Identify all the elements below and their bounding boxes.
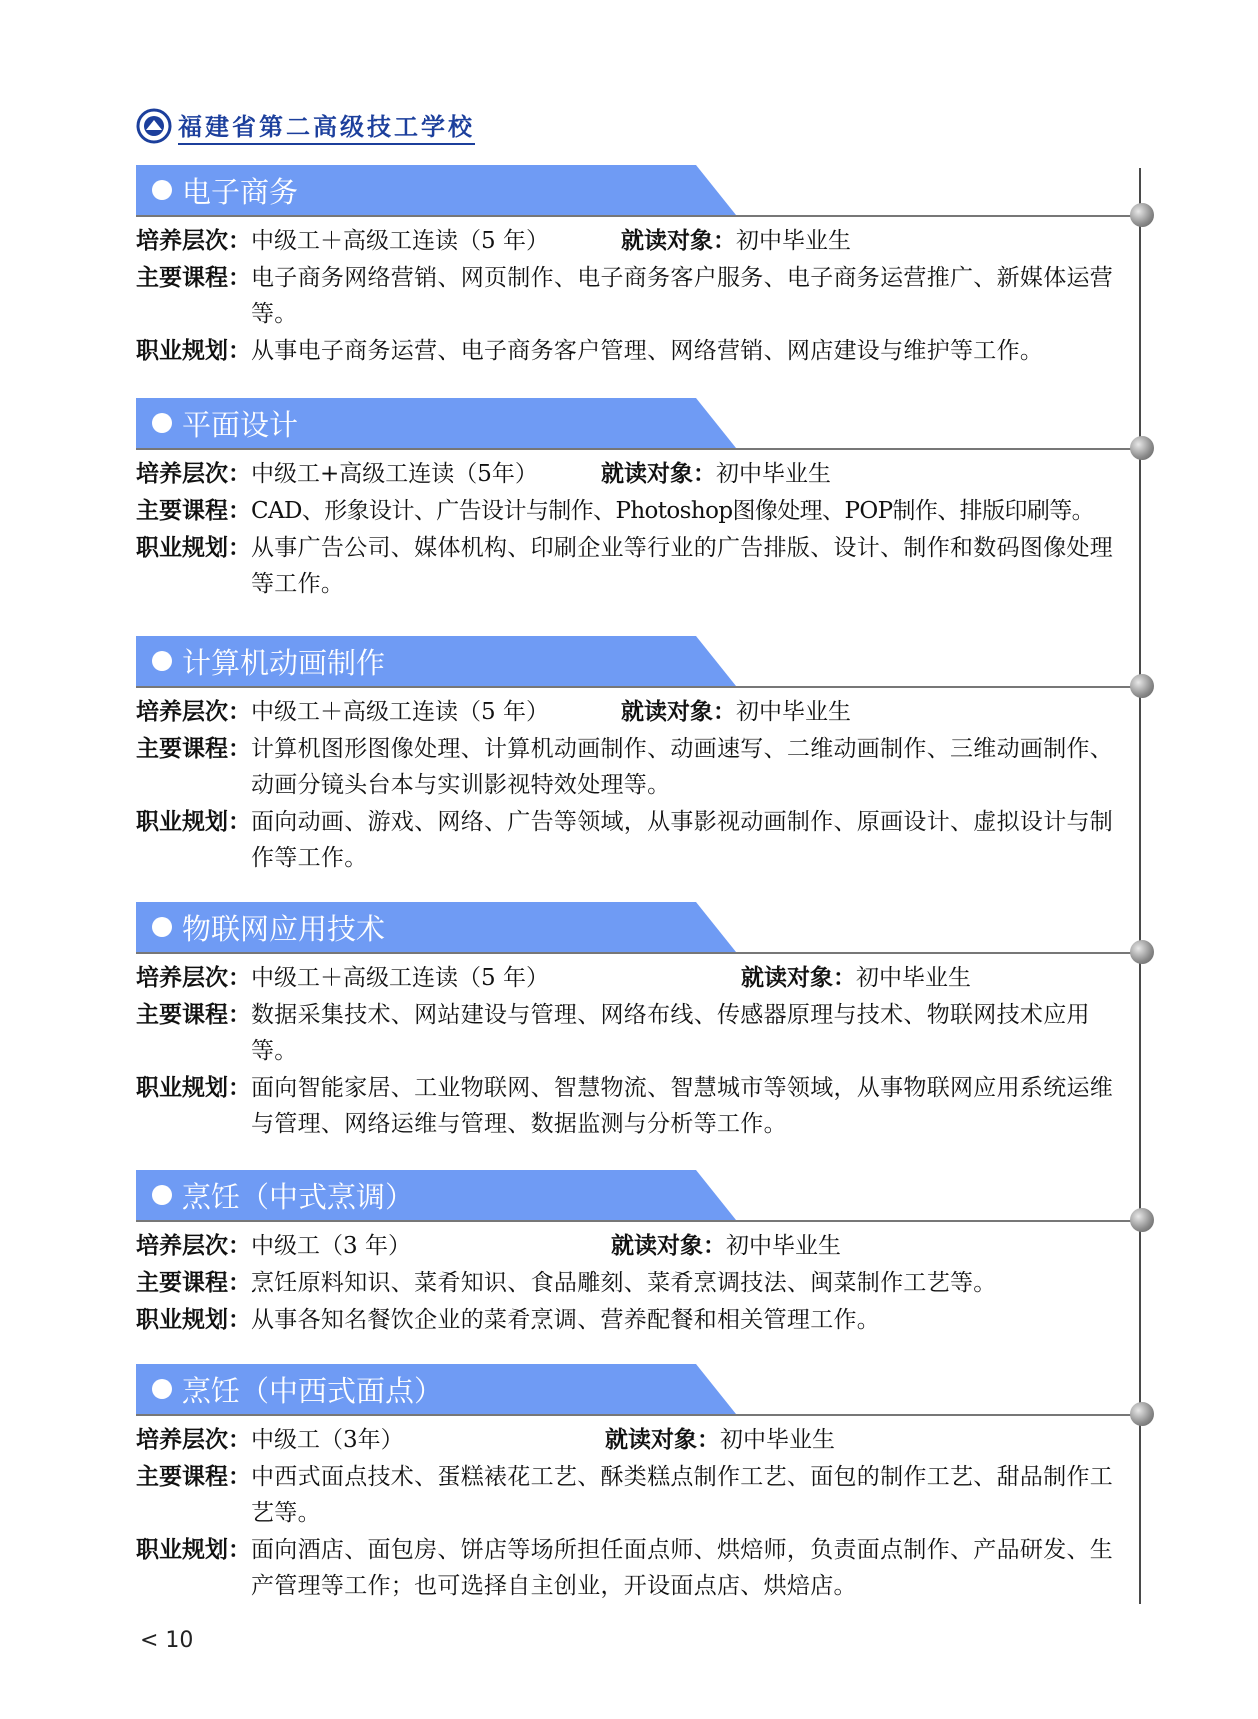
career-row: 职业规划： 从事广告公司、媒体机构、印刷企业等行业的广告排版、设计、制作和数码图像处理等工作。 [136,530,1141,602]
section-banner [136,902,1141,954]
section-banner [136,1364,1141,1416]
section-banner [136,165,1141,217]
timeline-knob-icon [1130,1208,1154,1232]
career-row: 职业规划： 从事各知名餐饮企业的菜肴烹调、营养配餐和相关管理工作。 [136,1302,1141,1338]
section-title: 电子商务 [182,174,299,209]
section-title: 烹饪（中式烹调） [182,1179,415,1214]
page-header [136,106,475,146]
courses-value: CAD、形象设计、广告设计与制作、Photoshop图像处理、POP制作、排版印刷等。 [251,498,1095,524]
program-section [136,1364,1141,1605]
level-value: 中级工（3年） [251,1427,404,1453]
career-row: 职业规划： 从事电子商务运营、电子商务客户管理、网络营销、网店建设与维护等工作。 [136,333,1141,369]
career-value: 面向动画、游戏、网络、广告等领域，从事影视动画制作、原画设计、虚拟设计与制作等工作。 [251,809,1114,871]
level-value: 中级工＋高级工连读（5 年） [251,228,549,254]
timeline-knob-icon [1130,436,1154,460]
program-section [136,902,1141,1143]
career-row: 职业规划： 面向酒店、面包房、饼店等场所担任面点师、烘焙师，负责面点制作、产品研发、生产管理等工作；也可选择自主创业，开设面点店、烘焙店。 [136,1532,1141,1604]
section-title: 物联网应用技术 [182,911,386,946]
school-name: 福建省第二高级技工学校 [178,107,475,145]
level-row: 培养层次： 中级工（3年） 就读对象： 初中毕业生 [136,1422,1141,1458]
courses-row: 主要课程： 烹饪原料知识、菜肴知识、食品雕刻、菜肴烹调技法、闽菜制作工艺等。 [136,1265,1141,1301]
career-value: 从事各知名餐饮企业的菜肴烹调、营养配餐和相关管理工作。 [251,1307,881,1333]
level-row: 培养层次： 中级工＋高级工连读（5 年） 就读对象： 初中毕业生 [136,694,1141,730]
timeline-knob-icon [1130,940,1154,964]
level-row: 培养层次： 中级工+高级工连读（5年） 就读对象： 初中毕业生 [136,456,1141,492]
target-value: 初中毕业生 [736,228,851,254]
timeline-knob-icon [1130,203,1154,227]
level-value: 中级工＋高级工连读（5 年） [251,699,549,725]
target-value: 初中毕业生 [716,461,831,487]
level-value: 中级工＋高级工连读（5 年） [251,965,549,991]
bullet-dot-icon [152,1379,172,1399]
courses-value: 电子商务网络营销、网页制作、电子商务客户服务、电子商务运营推广、新媒体运营等。 [251,265,1114,327]
bullet-dot-icon [152,413,172,433]
career-value: 面向智能家居、工业物联网、智慧物流、智慧城市等领域，从事物联网应用系统运维与管理、网络运维与管理、数据监测与分析等工作。 [251,1075,1114,1137]
level-value: 中级工（3 年） [251,1233,411,1259]
timeline-knob-icon [1130,1402,1154,1426]
level-value: 中级工+高级工连读（5年） [251,461,538,487]
courses-value: 计算机图形图像处理、计算机动画制作、动画速写、二维动画制作、三维动画制作、动画分镜头台本与实训影视特效处理等。 [251,736,1114,798]
bullet-dot-icon [152,651,172,671]
target-value: 初中毕业生 [856,965,971,991]
courses-value: 烹饪原料知识、菜肴知识、食品雕刻、菜肴烹调技法、闽菜制作工艺等。 [251,1270,997,1296]
program-section [136,636,1141,877]
courses-row: 主要课程： 计算机图形图像处理、计算机动画制作、动画速写、二维动画制作、三维动画制作、动画分镜头台本与实训影视特效处理等。 [136,731,1141,803]
program-section [136,398,1141,603]
page-number: < 10 [140,1628,194,1653]
section-title: 烹饪（中西式面点） [182,1373,444,1408]
career-row: 职业规划： 面向智能家居、工业物联网、智慧物流、智慧城市等领域，从事物联网应用系统运维与管理、网络运维与管理、数据监测与分析等工作。 [136,1070,1141,1142]
career-value: 从事广告公司、媒体机构、印刷企业等行业的广告排版、设计、制作和数码图像处理等工作。 [251,535,1114,597]
target-value: 初中毕业生 [720,1427,835,1453]
target-value: 初中毕业生 [726,1233,841,1259]
level-row: 培养层次： 中级工（3 年） 就读对象： 初中毕业生 [136,1228,1141,1264]
level-row: 培养层次： 中级工＋高级工连读（5 年） 就读对象： 初中毕业生 [136,960,1141,996]
bullet-dot-icon [152,1185,172,1205]
bullet-dot-icon [152,180,172,200]
courses-value: 中西式面点技术、蛋糕裱花工艺、酥类糕点制作工艺、面包的制作工艺、甜品制作工艺等。 [251,1464,1114,1526]
school-logo-icon [136,108,172,144]
timeline-knob-icon [1130,674,1154,698]
section-title: 计算机动画制作 [182,645,386,680]
courses-row: 主要课程： 数据采集技术、网站建设与管理、网络布线、传感器原理与技术、物联网技术应用等。 [136,997,1141,1069]
program-section [136,165,1141,370]
courses-row: 主要课程： 电子商务网络营销、网页制作、电子商务客户服务、电子商务运营推广、新媒体运营等。 [136,260,1141,332]
courses-row: 主要课程： 中西式面点技术、蛋糕裱花工艺、酥类糕点制作工艺、面包的制作工艺、甜品制作工艺等。 [136,1459,1141,1531]
section-banner [136,636,1141,688]
career-value: 面向酒店、面包房、饼店等场所担任面点师、烘焙师，负责面点制作、产品研发、生产管理等工作；也可选择自主创业，开设面点店、烘焙店。 [251,1537,1114,1599]
bullet-dot-icon [152,917,172,937]
level-row: 培养层次： 中级工＋高级工连读（5 年） 就读对象： 初中毕业生 [136,223,1141,259]
courses-value: 数据采集技术、网站建设与管理、网络布线、传感器原理与技术、物联网技术应用等。 [251,1002,1090,1064]
section-banner [136,1170,1141,1222]
target-value: 初中毕业生 [736,699,851,725]
program-section [136,1170,1141,1339]
career-row: 职业规划： 面向动画、游戏、网络、广告等领域，从事影视动画制作、原画设计、虚拟设计与制作等工作。 [136,804,1141,876]
courses-row: 主要课程： CAD、形象设计、广告设计与制作、Photoshop图像处理、POP制作、排版印刷等。 [136,493,1141,529]
career-value: 从事电子商务运营、电子商务客户管理、网络营销、网店建设与维护等工作。 [251,338,1044,364]
section-banner [136,398,1141,450]
section-title: 平面设计 [182,407,299,442]
